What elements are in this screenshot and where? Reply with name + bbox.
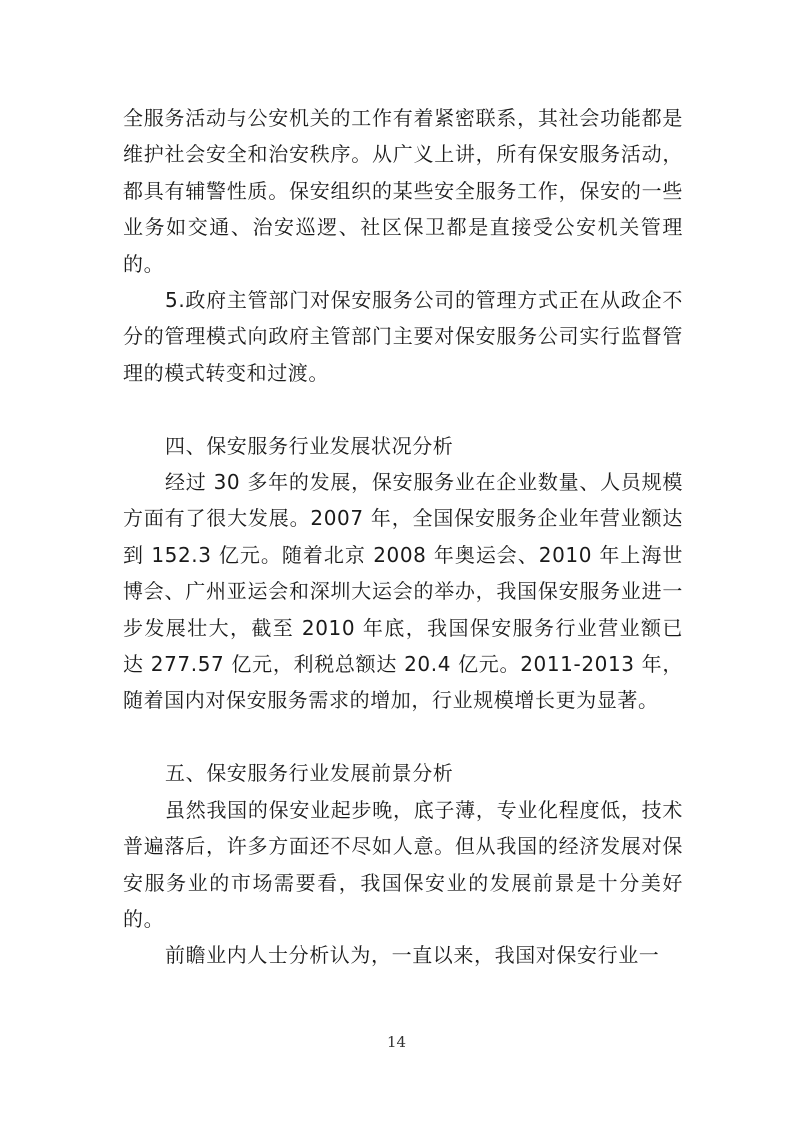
- paragraph-analysis: 前瞻业内人士分析认为，一直以来，我国对保安行业一: [165, 943, 660, 968]
- paragraph-continued: 全服务活动与公安机关的工作有着紧密联系，其社会功能都是维护社会安全和治安秩序。从广义上讲，所有保安服务活动，都具有辅警性质。保安组织的某些安全服务工作，保安的一些业务如交通、治安巡逻、社区保卫都是直接受公安机关管理的。: [123, 106, 683, 276]
- blank-line: [123, 391, 683, 427]
- paragraph-item-5: 5.政府主管部门对保安服务公司的管理方式正在从政企不分的管理模式向政府主管部门主要对保安服务公司实行监督管理的模式转变和过渡。: [123, 288, 683, 385]
- page-number: 14: [386, 1033, 407, 1051]
- paragraph-development-status: 经过 30 多年的发展，保安服务业在企业数量、人员规模方面有了很大发展。2007 年，全国保安服务企业年营业额达到 152.3 亿元。随着北京 2008 年奥运会、2010 年上海世博会、广州亚运会和深圳大运会的举办，我国保安服务业进一步发展壮大，截至 2010 年底，我国保安服务行业营业额已达 277.57 亿元，利税总额达 20.4 亿元。2011-2013 年，随着国内对保安服务需求的增加，行业规模增长更为显著。: [123, 470, 683, 713]
- section-heading-4: 四、保安服务行业发展状况分析: [165, 433, 454, 458]
- blank-line: [123, 719, 683, 755]
- document-body: [123, 100, 683, 974]
- section-heading-5: 五、保安服务行业发展前景分析: [165, 761, 454, 786]
- paragraph-prospects: 虽然我国的保安业起步晚，底子薄，专业化程度低，技术普遍落后，许多方面还不尽如人意。但从我国的经济发展对保安服务业的市场需要看，我国保安业的发展前景是十分美好的。: [123, 797, 683, 931]
